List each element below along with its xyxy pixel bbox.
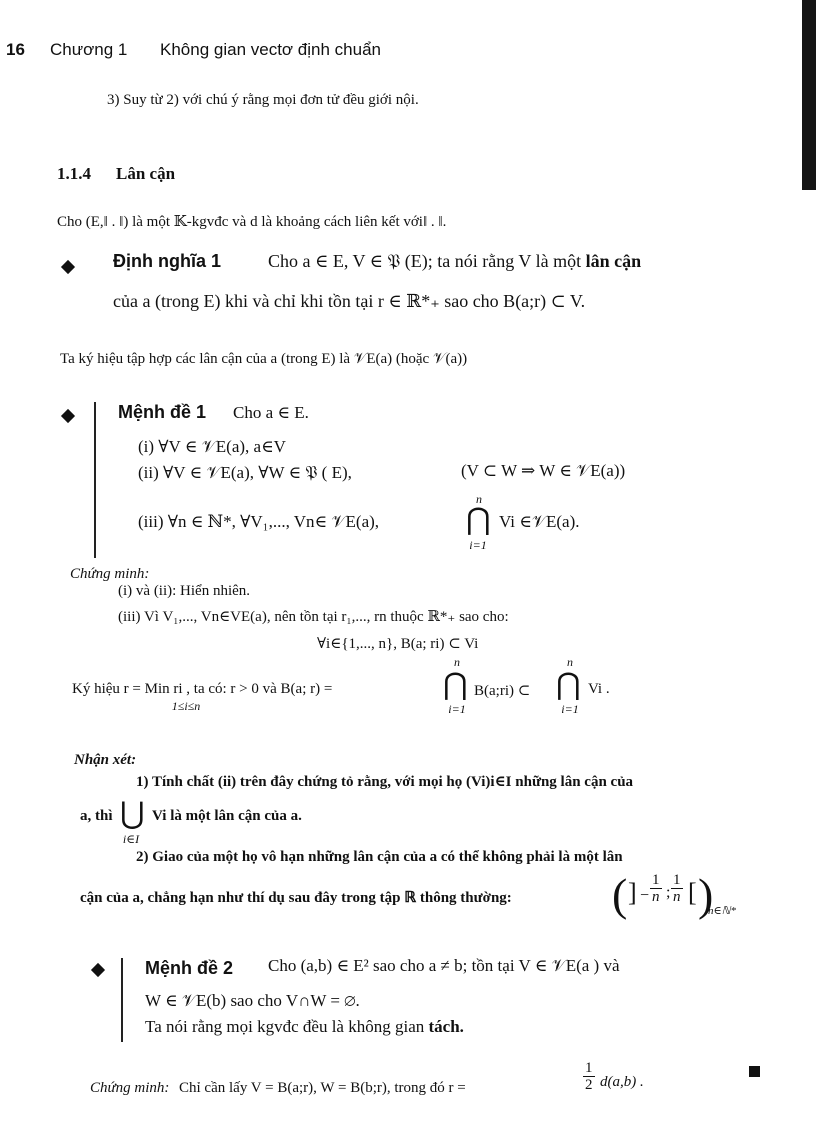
qed-square-icon — [749, 1066, 760, 1077]
intersection-upper-limit: n — [567, 655, 573, 669]
interval-close-paren: ) — [698, 869, 714, 920]
page-number: 16 — [6, 40, 25, 59]
semicolon: ; — [666, 884, 671, 901]
proposition-2-line-3: Ta nói rằng mọi kgvđc đều là không gian tách. — [145, 1017, 464, 1036]
section-title: Lân cận — [116, 164, 176, 183]
proposition-2-line-2: W ∈ 𝒱E(b) sao cho V∩W = ∅. — [145, 991, 360, 1010]
big-intersection-symbol: ⋂ — [443, 667, 468, 702]
bullet-diamond-icon — [91, 963, 105, 977]
proposition-2-line-1: Cho (a,b) ∈ E² sao cho a ≠ b; tồn tại V ∈ 𝒱E(a ) và — [268, 956, 620, 975]
remark-2-line-2: cận của a, chẳng hạn như thí dụ sau đây trong tập ℝ thông thường: — [80, 890, 512, 906]
proposition-item-i: (i) ∀V ∈ 𝒱E(a), a∈V — [138, 437, 286, 456]
proof-2-heading: Chứng minh: — [90, 1080, 170, 1096]
union-lower-limit: i∈I — [122, 832, 140, 846]
chapter-label: Chương 1 — [50, 40, 128, 59]
interval-right-bracket: [ — [688, 878, 697, 907]
proof-2-text: Chỉ cần lấy V = B(a;r), W = B(b;r), trong đó r = — [179, 1080, 466, 1096]
min-subscript: 1≤i≤n — [171, 699, 201, 713]
proposition-item-ii-implication: (V ⊂ W ⇒ W ∈ 𝒱E(a)) — [461, 461, 626, 480]
minus-sign: − — [640, 887, 650, 904]
remark-1-line-1: 1) Tính chất (ii) trên đây chứng tỏ rằng, với mọi họ (Vi)i∈I những lân cận của — [136, 774, 634, 790]
bullet-diamond-icon — [61, 409, 75, 423]
fraction-one-over-n: $\frac{1}{n}$ — [673, 872, 681, 905]
proof-line-2: (iii) Vì V₁,..., Vn∈VE(a), nên tồn tại r₁,..., rn thuộc ℝ*₊ sao cho: — [118, 609, 509, 625]
proposition-label: Mệnh đề 1 — [118, 402, 207, 422]
interval-left-bracket: ] — [628, 878, 637, 907]
remark-heading: Nhận xét: — [74, 752, 137, 768]
chapter-title: Không gian vectơ định chuẩn — [160, 40, 381, 59]
proof-line-3: ∀i∈{1,..., n}, B(a; ri) ⊂ Vi — [317, 636, 479, 652]
intro-text: Cho (E,‖ . ‖) là một 𝕂-kgvđc và d là khoảng cách liên kết với‖ . ‖. — [57, 214, 447, 230]
scan-edge — [802, 0, 816, 190]
proposition-2-label: Mệnh đề 2 — [145, 958, 234, 978]
fraction-one-half: $\frac{1}{2}$ — [585, 1060, 593, 1093]
proof-line-1: (i) và (ii): Hiển nhiên. — [118, 583, 251, 599]
intersection-lower-limit: i=1 — [561, 702, 579, 716]
definition-term: lân cận — [585, 251, 642, 271]
big-union-symbol: ⋃ — [120, 796, 145, 831]
interval-open-paren: ( — [612, 869, 628, 920]
definition-label: Định nghĩa 1 — [113, 251, 221, 271]
item-3: 3) Suy từ 2) với chú ý rằng mọi đơn tử đều giới nội. — [107, 92, 419, 108]
intersection-lower-limit: i=1 — [469, 538, 487, 552]
remark-2-line-1: 2) Giao của một họ vô hạn những lân cận của a có thể không phải là một lân — [136, 849, 623, 865]
big-intersection-symbol: ⋂ — [556, 667, 581, 702]
proposition-bar — [94, 402, 96, 558]
fraction-one-over-n: $\frac{1}{n}$ — [652, 872, 660, 905]
remark-1-line-2b: Vi là một lân cận của a. — [152, 808, 302, 824]
proof-union-result: Vi . — [588, 681, 610, 697]
proposition-condition: Cho a ∈ E. — [233, 403, 309, 422]
section-number: 1.1.4 — [57, 164, 91, 183]
definition-line-1: Cho a ∈ E, V ∈ 𝔓 (E); ta nói rằng V là một lân cận — [268, 251, 642, 271]
proof-ball-term: B(a;ri) ⊂ — [474, 683, 531, 699]
intersection-lower-limit: i=1 — [448, 702, 466, 716]
remark-1-line-2a: a, thì — [80, 808, 113, 824]
intersection-upper-limit: n — [476, 492, 482, 506]
intersection-upper-limit: n — [454, 655, 460, 669]
proof-2-distance: d(a,b) . — [600, 1074, 644, 1090]
proposition-item-iii-result: Vi ∈𝒱E(a). — [499, 512, 580, 531]
definition-line-2: của a (trong E) khi và chỉ khi tồn tại r ∈ ℝ*₊ sao cho B(a;r) ⊂ V. — [113, 291, 586, 311]
bullet-diamond-icon — [61, 260, 75, 274]
proof-line-4: Ký hiệu r = Min ri , ta có: r > 0 và B(a; r) = — [72, 681, 333, 697]
big-intersection-symbol: ⋂ — [466, 502, 491, 537]
notation-text: Ta ký hiệu tập hợp các lân cận của a (trong E) là 𝒱E(a) (hoặc 𝒱(a)) — [60, 351, 468, 367]
proposition-bar — [121, 958, 123, 1042]
proposition-item-ii: (ii) ∀V ∈ 𝒱E(a), ∀W ∈ 𝔓 ( E), — [138, 463, 352, 482]
family-index: n∈ℕ* — [708, 905, 736, 917]
proposition-item-iii: (iii) ∀n ∈ ℕ*, ∀V₁,..., Vn∈ 𝒱E(a), — [138, 512, 380, 531]
proof-heading: Chứng minh: — [70, 566, 150, 582]
